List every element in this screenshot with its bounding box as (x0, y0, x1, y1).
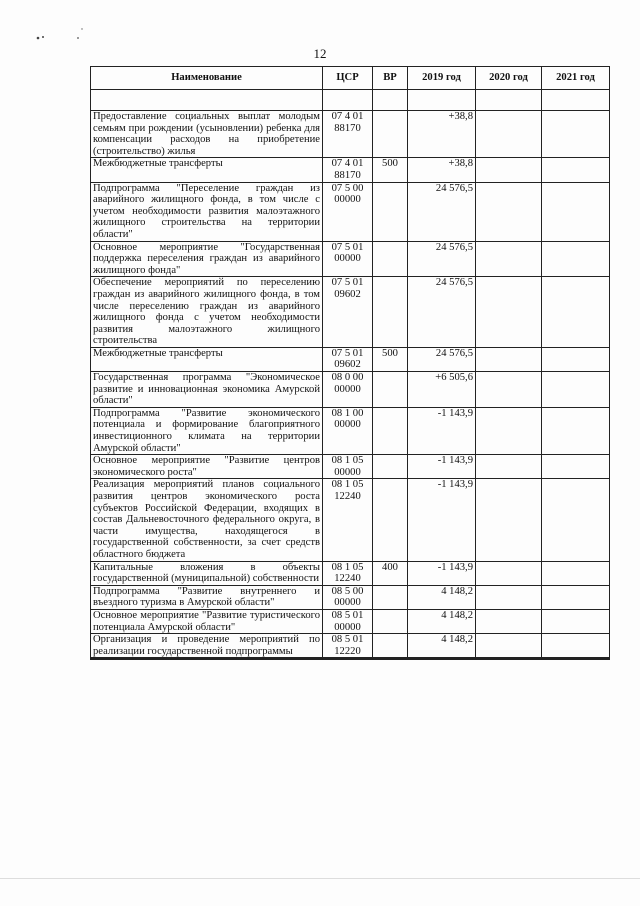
row-csr: 08 1 05 00000 (323, 455, 373, 479)
page-number: 12 (313, 46, 327, 61)
row-2019: 24 576,5 (408, 277, 476, 348)
row-name: Межбюджетные трансферты (91, 158, 323, 182)
table-row (91, 585, 610, 609)
row-csr: 07 4 01 88170 (323, 158, 373, 182)
row-2021 (542, 407, 610, 454)
row-vr (373, 609, 408, 633)
row-2020 (476, 585, 542, 609)
row-csr: 07 5 01 09602 (323, 277, 373, 348)
row-csr: 08 0 00 00000 (323, 372, 373, 408)
table-row (91, 182, 610, 241)
row-2019: +38,8 (408, 111, 476, 158)
row-2020 (476, 111, 542, 158)
row-2020 (476, 479, 542, 561)
row-vr (373, 585, 408, 609)
row-csr: 08 1 05 12240 (323, 479, 373, 561)
row-2020 (476, 634, 542, 658)
table-row (91, 634, 610, 658)
row-2021 (542, 455, 610, 479)
row-2019: -1 143,9 (408, 455, 476, 479)
row-name (91, 659, 323, 660)
row-name: Предоставление социальных выплат молодым семьям при рождении (усыновлении) ребенка для компенсации расходов на приобретение (строительство) жилья (91, 111, 323, 158)
row-2019: -1 143,9 (408, 479, 476, 561)
row-vr (373, 111, 408, 158)
header-csr: ЦСР (323, 67, 373, 90)
row-2021 (542, 111, 610, 158)
row-vr (373, 182, 408, 241)
scan-bottom-edge (0, 878, 640, 906)
table-row (91, 241, 610, 277)
row-csr: 07 5 01 00000 (323, 241, 373, 277)
row-2021 (542, 585, 610, 609)
row-2020 (476, 659, 542, 660)
row-vr (373, 407, 408, 454)
row-vr (373, 659, 408, 660)
row-2020 (476, 455, 542, 479)
row-2020 (476, 561, 542, 585)
row-name: Подпрограмма "Переселение граждан из аварийного жилищного фонда, в том числе с учетом необходимости развития малоэтажного жилищного строительства на территории области" (91, 182, 323, 241)
row-name: Основное мероприятие "Государственная поддержка переселения граждан из аварийного жилищного фонда" (91, 241, 323, 277)
row-csr: 08 1 05 12240 (323, 561, 373, 585)
row-csr: 07 5 01 09602 (323, 347, 373, 371)
row-name: Подпрограмма "Развитие экономического потенциала и формирование благоприятного инвестиционного климата на территории Амурской области" (91, 407, 323, 454)
row-2019: -1 143,9 (408, 561, 476, 585)
row-2020 (476, 407, 542, 454)
row-name: Государственная программа "Экономическое развитие и инновационная экономика Амурской области" (91, 372, 323, 408)
row-2019: -1 143,9 (408, 407, 476, 454)
row-2021 (542, 182, 610, 241)
row-2020 (476, 347, 542, 371)
table-row (91, 111, 610, 158)
table-row (91, 455, 610, 479)
table-row (91, 479, 610, 561)
row-vr (373, 479, 408, 561)
row-2021 (542, 372, 610, 408)
table-header-row (91, 67, 610, 90)
row-2019: 24 576,5 (408, 347, 476, 371)
row-csr: 08 1 00 00000 (323, 407, 373, 454)
row-vr: 400 (373, 561, 408, 585)
row-2021 (542, 479, 610, 561)
table-row (91, 372, 610, 408)
row-2020 (476, 182, 542, 241)
row-2019: 4 148,2 (408, 585, 476, 609)
row-2021 (542, 634, 610, 658)
spacer-row (91, 90, 610, 111)
row-2021 (542, 241, 610, 277)
row-csr: 08 5 00 00000 (323, 585, 373, 609)
row-2021 (542, 609, 610, 633)
header-2021: 2021 год (542, 67, 610, 90)
table-row (91, 407, 610, 454)
row-csr: 07 5 00 00000 (323, 182, 373, 241)
row-name: Реализация мероприятий планов социального развития центров экономического роста субъектов Российской Федерации, входящих в состав Дальневосточного федерального округа, в части имущества, находящегося в государственной собственности, за счет средств областного бюджета (91, 479, 323, 561)
row-2021 (542, 277, 610, 348)
row-2021 (542, 659, 610, 660)
row-csr: 08 5 01 00000 (323, 609, 373, 633)
row-2019: 4 148,2 (408, 609, 476, 633)
row-2019: +6 505,6 (408, 372, 476, 408)
row-2019: 24 576,5 (408, 241, 476, 277)
header-2019: 2019 год (408, 67, 476, 90)
row-vr (373, 455, 408, 479)
row-vr: 500 (373, 158, 408, 182)
header-vr: ВР (373, 67, 408, 90)
row-name: Основное мероприятие "Развитие туристического потенциала Амурской области" (91, 609, 323, 633)
row-2019: 4 148,2 (408, 634, 476, 658)
row-2021 (542, 347, 610, 371)
row-2021 (542, 561, 610, 585)
row-2020 (476, 277, 542, 348)
budget-table (90, 66, 610, 660)
scan-specks (34, 26, 94, 46)
row-2019 (408, 659, 476, 660)
row-2020 (476, 609, 542, 633)
table-row (91, 609, 610, 633)
header-name: Наименование (91, 67, 323, 90)
row-vr (373, 634, 408, 658)
row-vr (373, 277, 408, 348)
row-name: Организация и проведение мероприятий по реализации государственной подпрограммы (91, 634, 323, 658)
row-name: Подпрограмма "Развитие внутреннего и въездного туризма в Амурской области" (91, 585, 323, 609)
row-2021 (542, 158, 610, 182)
row-vr: 500 (373, 347, 408, 371)
row-vr (373, 241, 408, 277)
row-2020 (476, 158, 542, 182)
table-row (91, 561, 610, 585)
row-csr: 08 5 01 12220 (323, 634, 373, 658)
row-name: Капитальные вложения в объекты государственной (муниципальной) собственности (91, 561, 323, 585)
row-2020 (476, 241, 542, 277)
row-name: Обеспечение мероприятий по переселению граждан из аварийного жилищного фонда, в том числе переселению граждан из аварийного жилищного фонда с учетом необходимости развития малоэтажного жилищного строительства (91, 277, 323, 348)
row-2019: 24 576,5 (408, 182, 476, 241)
table-row (91, 347, 610, 371)
row-csr (323, 659, 373, 660)
row-vr (373, 372, 408, 408)
table-row (91, 659, 610, 660)
header-2020: 2020 год (476, 67, 542, 90)
row-name: Межбюджетные трансферты (91, 347, 323, 371)
row-csr: 07 4 01 88170 (323, 111, 373, 158)
table-row (91, 277, 610, 348)
row-name: Основное мероприятие "Развитие центров экономического роста" (91, 455, 323, 479)
row-2020 (476, 372, 542, 408)
row-2019: +38,8 (408, 158, 476, 182)
table-row (91, 158, 610, 182)
